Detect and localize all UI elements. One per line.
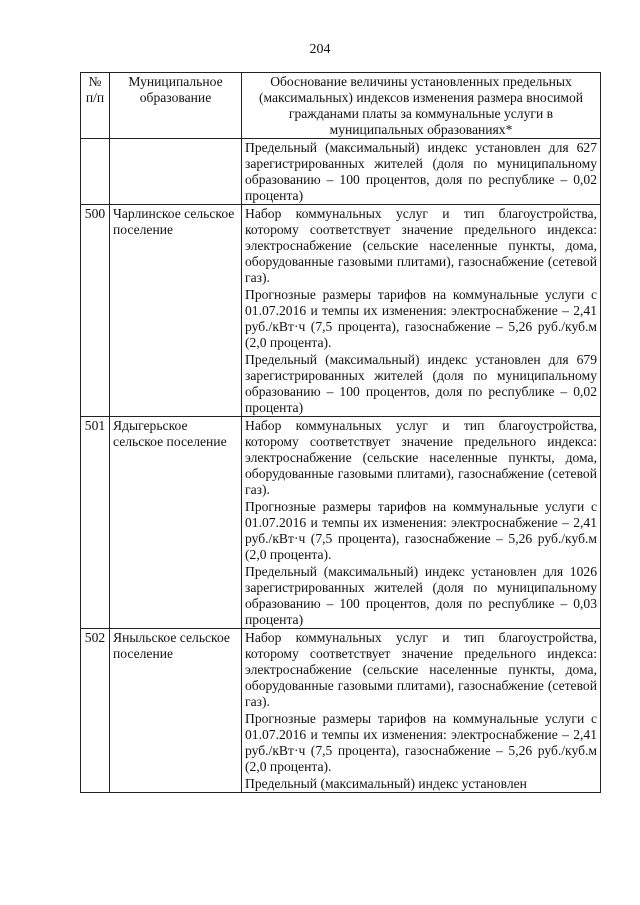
header-justification: Обоснование величины установленных предельных (максимальных) индексов изменения размера вносимой гражданами платы за коммунальные услуги в муниципальных образованиях* — [242, 73, 601, 139]
justification-paragraph: Прогнозные размеры тарифов на коммунальные услуги с 01.07.2016 и темпы их изменения: электроснабжение – 2,41 руб./кВт·ч (7,5 процента), газоснабжение – 5,26 руб./куб.м (2,0 процента). — [245, 711, 597, 774]
row-justification — [242, 205, 601, 417]
justification-paragraph: Прогнозные размеры тарифов на коммунальные услуги с 01.07.2016 и темпы их изменения: электроснабжение – 2,41 руб./кВт·ч (7,5 процента), газоснабжение – 5,26 руб./куб.м (2,0 процента). — [245, 287, 597, 350]
header-municipality-line-2: образование — [139, 90, 212, 105]
row-municipality — [110, 139, 242, 205]
row-justification — [242, 417, 601, 629]
page-number: 204 — [309, 42, 331, 57]
header-municipality — [110, 73, 242, 139]
justification-paragraph: Прогнозные размеры тарифов на коммунальные услуги с 01.07.2016 и темпы их изменения: электроснабжение – 2,41 руб./кВт·ч (7,5 процента), газоснабжение – 5,26 руб./куб.м (2,0 процента). — [245, 499, 597, 562]
row-number: 500 — [81, 205, 110, 417]
row-number — [81, 139, 110, 205]
justification-paragraph: Предельный (максимальный) индекс установлен для 679 зарегистрированных жителей (доля по муниципальному образованию – 100 процентов, доля по республике – 0,02 процента) — [245, 352, 597, 415]
table-row — [81, 629, 601, 793]
row-municipality: Яныльское сельское поселение — [110, 629, 242, 793]
row-municipality: Чарлинское сельское поселение — [110, 205, 242, 417]
row-number: 502 — [81, 629, 110, 793]
header-number-line-2: п/п — [85, 90, 105, 105]
row-municipality: Ядыгерьское сельское поселение — [110, 417, 242, 629]
row-justification — [242, 629, 601, 793]
table-row — [81, 139, 601, 205]
justification-paragraph: Предельный (максимальный) индекс установлен для 627 зарегистрированных жителей (доля по муниципальному образованию – 100 процентов, доля по республике – 0,02 процента) — [245, 140, 597, 203]
header-number-line-1: № — [88, 74, 102, 89]
justification-paragraph: Предельный (максимальный) индекс установлен — [245, 776, 527, 791]
justification-paragraph: Предельный (максимальный) индекс установлен для 1026 зарегистрированных жителей (доля по муниципальному образованию – 100 процентов, доля по республике – 0,03 процента) — [245, 564, 597, 627]
tariff-index-table — [80, 72, 601, 793]
justification-paragraph: Набор коммунальных услуг и тип благоустройства, которому соответствует значение предельного индекса: электроснабжение (сельские населенные пункты, дома, оборудованные газовыми плитами), газоснабжение (сетевой газ). — [245, 418, 597, 497]
table-row — [81, 417, 601, 629]
header-number — [81, 73, 110, 139]
table-row — [81, 205, 601, 417]
row-number: 501 — [81, 417, 110, 629]
row-justification — [242, 139, 601, 205]
justification-paragraph: Набор коммунальных услуг и тип благоустройства, которому соответствует значение предельного индекса: электроснабжение (сельские населенные пункты, дома, оборудованные газовыми плитами), газоснабжение (сетевой газ). — [245, 630, 597, 709]
justification-paragraph: Набор коммунальных услуг и тип благоустройства, которому соответствует значение предельного индекса: электроснабжение (сельские населенные пункты, дома, оборудованные газовыми плитами), газоснабжение (сетевой газ). — [245, 206, 597, 285]
header-municipality-line-1: Муниципальное — [128, 74, 223, 89]
table-header-row — [81, 73, 601, 139]
